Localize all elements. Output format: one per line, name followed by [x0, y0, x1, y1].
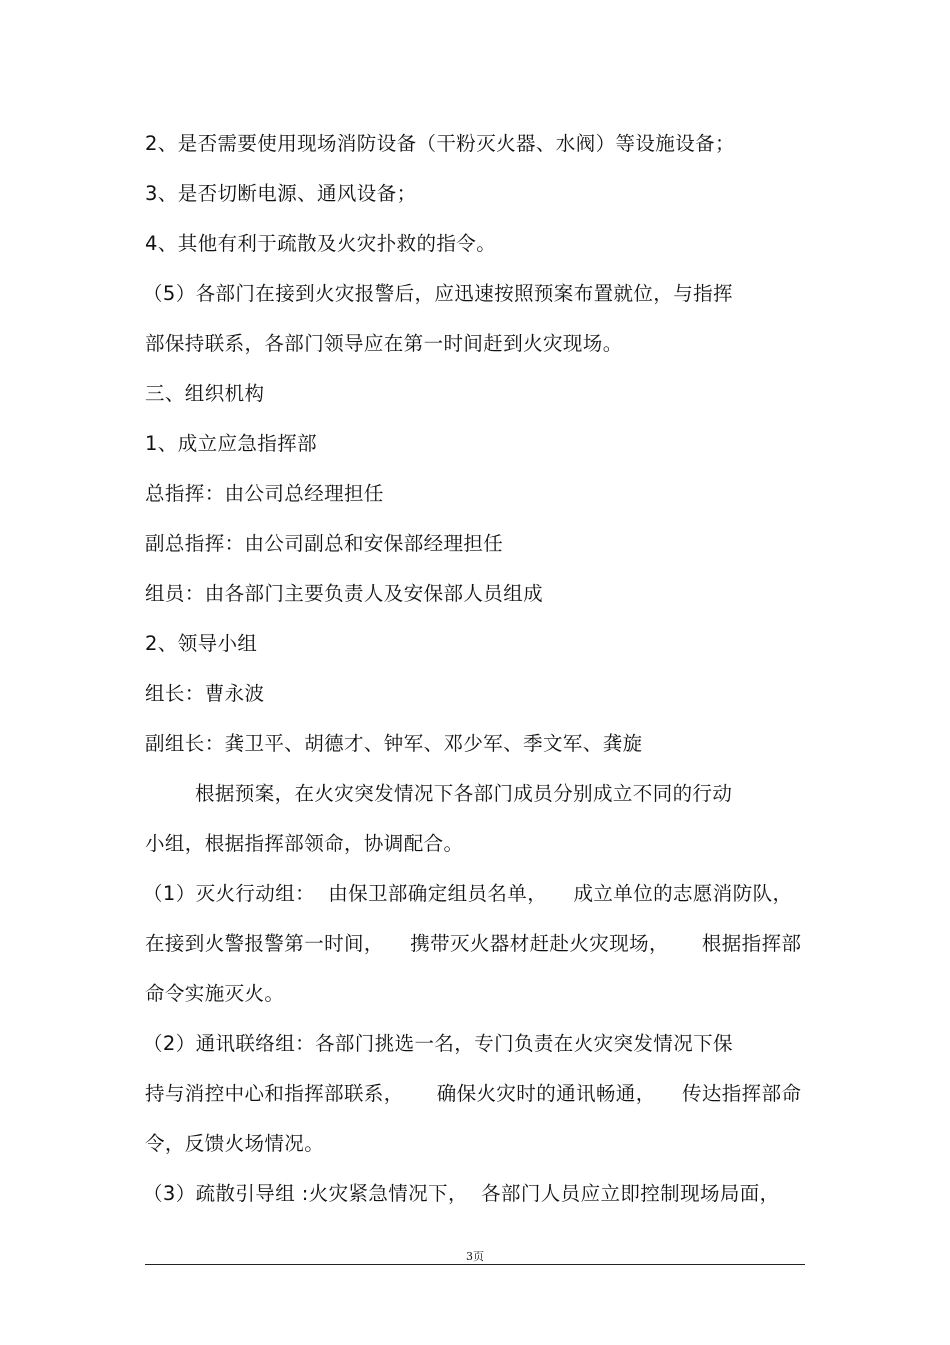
text-line: 根据预案，在火灾突发情况下各部门成员分别成立不同的行动 — [195, 782, 733, 805]
text-line: 1、成立应急指挥部 — [145, 432, 318, 455]
text-line: 在接到火警报警第一时间， 携带灭火器材赶赴火灾现场， 根据指挥部 — [145, 932, 802, 955]
footer-divider — [145, 1264, 805, 1265]
text-line: （5）各部门在接到火灾报警后，应迅速按照预案布置就位，与指挥 — [143, 282, 733, 305]
text-line: 2、领导小组 — [145, 632, 258, 655]
text-line: 副组长：龚卫平、胡德才、钟军、邓少军、季文军、龚旋 — [145, 732, 643, 755]
text-line: 部保持联系，各部门领导应在第一时间赶到火灾现场。 — [145, 332, 623, 355]
text-line: 令，反馈火场情况。 — [145, 1132, 325, 1155]
text-line: （3）疏散引导组 :火灾紧急情况下， 各部门人员应立即控制现场局面， — [143, 1182, 780, 1205]
text-line: 组长：曹永波 — [145, 682, 265, 705]
text-line: 持与消控中心和指挥部联系， 确保火灾时的通讯畅通， 传达指挥部命 — [145, 1082, 802, 1105]
text-line: 2、是否需要使用现场消防设备（干粉灭火器、水阀）等设施设备； — [145, 132, 735, 155]
text-line: 组员：由各部门主要负责人及安保部人员组成 — [145, 582, 544, 605]
text-line: 3、是否切断电源、通风设备； — [145, 182, 417, 205]
text-line: 小组，根据指挥部领命，协调配合。 — [145, 832, 464, 855]
page-number: 3页 — [466, 1250, 484, 1263]
text-line: 命令实施灭火。 — [145, 982, 285, 1005]
text-line: （1）灭火行动组： 由保卫部确定组员名单， 成立单位的志愿消防队， — [143, 882, 793, 905]
text-line: 总指挥：由公司总经理担任 — [145, 482, 384, 505]
section-heading: 三、组织机构 — [145, 382, 265, 405]
text-line: 4、其他有利于疏散及火灾扑救的指令。 — [145, 232, 497, 255]
text-line: 副总指挥：由公司副总和安保部经理担任 — [145, 532, 504, 555]
text-line: （2）通讯联络组：各部门挑选一名，专门负责在火灾突发情况下保 — [143, 1032, 733, 1055]
